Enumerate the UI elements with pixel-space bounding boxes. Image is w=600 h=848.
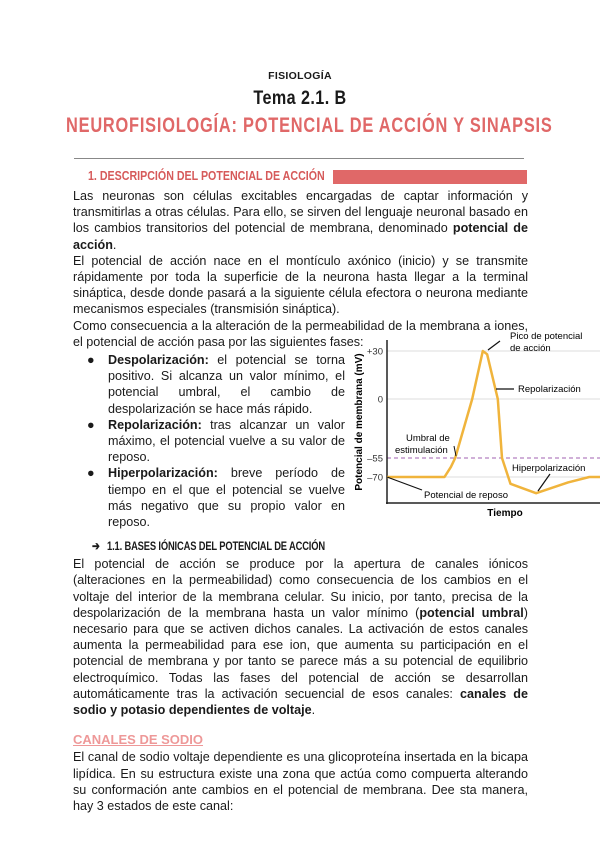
bullet-icon: ● — [87, 353, 95, 368]
y-tick-label: –70 — [367, 472, 383, 484]
text: el potencial se torna positivo. Si alcanza un valor mínimo, el potencial umbral, el cambio de despolarización se hace más rápido. — [108, 353, 345, 416]
annotation-repolarization: Repolarización — [518, 384, 581, 395]
bold-term: Hiperpolarización: — [108, 466, 218, 481]
paragraph-intro — [73, 188, 528, 253]
annotation-hyperpolarization: Hiperpolarización — [512, 463, 586, 474]
text: . — [112, 237, 117, 252]
reposo-leader — [387, 477, 422, 490]
peak-leader — [488, 341, 500, 350]
subject-label: FISIOLOGÍA — [268, 70, 332, 82]
y-tick-label: +30 — [366, 346, 383, 358]
annotation-threshold: Umbral de — [406, 433, 450, 444]
annotation-peak: Pico de potencial — [510, 331, 583, 342]
sodium-channels-heading: CANALES DE SODIO — [73, 732, 204, 748]
annotation-resting: Potencial de reposo — [424, 490, 508, 501]
list-item — [82, 465, 345, 530]
list-item — [82, 352, 345, 417]
subsection-title: 1.1. BASES IÓNICAS DEL POTENCIAL DE ACCIÓN — [107, 539, 325, 554]
paragraph-phases-intro: Como consecuencia a la alteración de la permeabilidad de la membrana a iones, el potencial de acción pasa por las siguientes fases: — [73, 318, 528, 349]
y-tick-label: 0 — [377, 394, 383, 406]
annotation-peak: de acción — [510, 343, 551, 354]
bullet-icon: ● — [87, 417, 95, 432]
text: El potencial de acción se produce por la apertura de canales iónicos (alteraciones en la permeabilidad) como consecuencia de los cambios en el voltaje del interior de la membrana celular. Su inicio, por tanto, precisa de la despolarización de la membrana hasta un valor mínimo ( — [73, 557, 528, 620]
text: tras alcanzar un valor máximo, el potencial vuelve a su valor de reposo. — [108, 417, 345, 465]
bold-term: potencial de acción — [73, 221, 528, 252]
paragraph-sodium-channels: El canal de sodio voltaje dependiente es una glicoproteína insertada en la bicapa lipídica. En su estructura existe una zona que actúa como compuerta alterando su conformación ante cambios en el potencial de membrana. Dee sta manera, hay 3 estados de este canal: — [73, 750, 528, 813]
y-axis-label: Potencial de membrana (mV) — [354, 353, 365, 491]
divider — [74, 158, 524, 159]
section-heading: 1. DESCRIPCIÓN DEL POTENCIAL DE ACCIÓN — [88, 168, 325, 183]
paragraph-origin: El potencial de acción nace en el montículo axónico (inicio) y se transmite rápidamente por toda la superficie de la neurona hasta llegar a la terminal sináptica, desde donde pasará a la siguiente célula efectora o neurona mediante mecanismos especiales (transmisión sináptica). — [73, 253, 528, 317]
list-item — [82, 417, 345, 466]
paragraph-ionic-bases — [73, 556, 528, 718]
x-axis-label: Tiempo — [487, 508, 523, 519]
arrow-icon: ➔ — [92, 539, 100, 554]
bold-term: Repolarización: — [108, 417, 202, 432]
text: breve período de tiempo en el que el potencial se vuelve más negativo que su propio valor en reposo. — [108, 466, 345, 530]
bold-term: canales de sodio y potasio dependientes de voltaje — [73, 686, 528, 718]
page-title: NEUROFISIOLOGÍA: POTENCIAL DE ACCIÓN Y SINAPSIS — [66, 114, 553, 137]
section-heading-bar — [333, 170, 527, 184]
topic-number: Tema 2.1. B — [253, 88, 347, 109]
bullet-icon: ● — [87, 466, 95, 481]
subsection-heading — [92, 538, 432, 554]
text: Las neuronas son células excitables encargadas de captar información y transmitirlas a otras células. Para ello, se sirven del lenguaje neuronal basado en los cambios transitorios del potencial de membrana, denominado — [73, 189, 528, 236]
action-potential-chart — [350, 330, 600, 520]
bold-term: potencial umbral — [419, 605, 524, 620]
text: ) necesario para que se activen dichos canales. La activación de estos canales aumenta la permeabilidad para ese ion, que aumenta su participación en el potencial de membrana y por tanto se parece más a su potencial de equilibrio electroquímico. Todas las fases del potencial de acción se desarrollan automáticamente tras la activación secuencial de esos canales: — [73, 605, 528, 701]
phase-list — [82, 352, 345, 530]
bold-term: Despolarización: — [108, 353, 209, 368]
y-tick-label: –55 — [367, 453, 383, 465]
annotation-threshold: estimulación — [395, 445, 448, 456]
text: . — [311, 703, 316, 718]
